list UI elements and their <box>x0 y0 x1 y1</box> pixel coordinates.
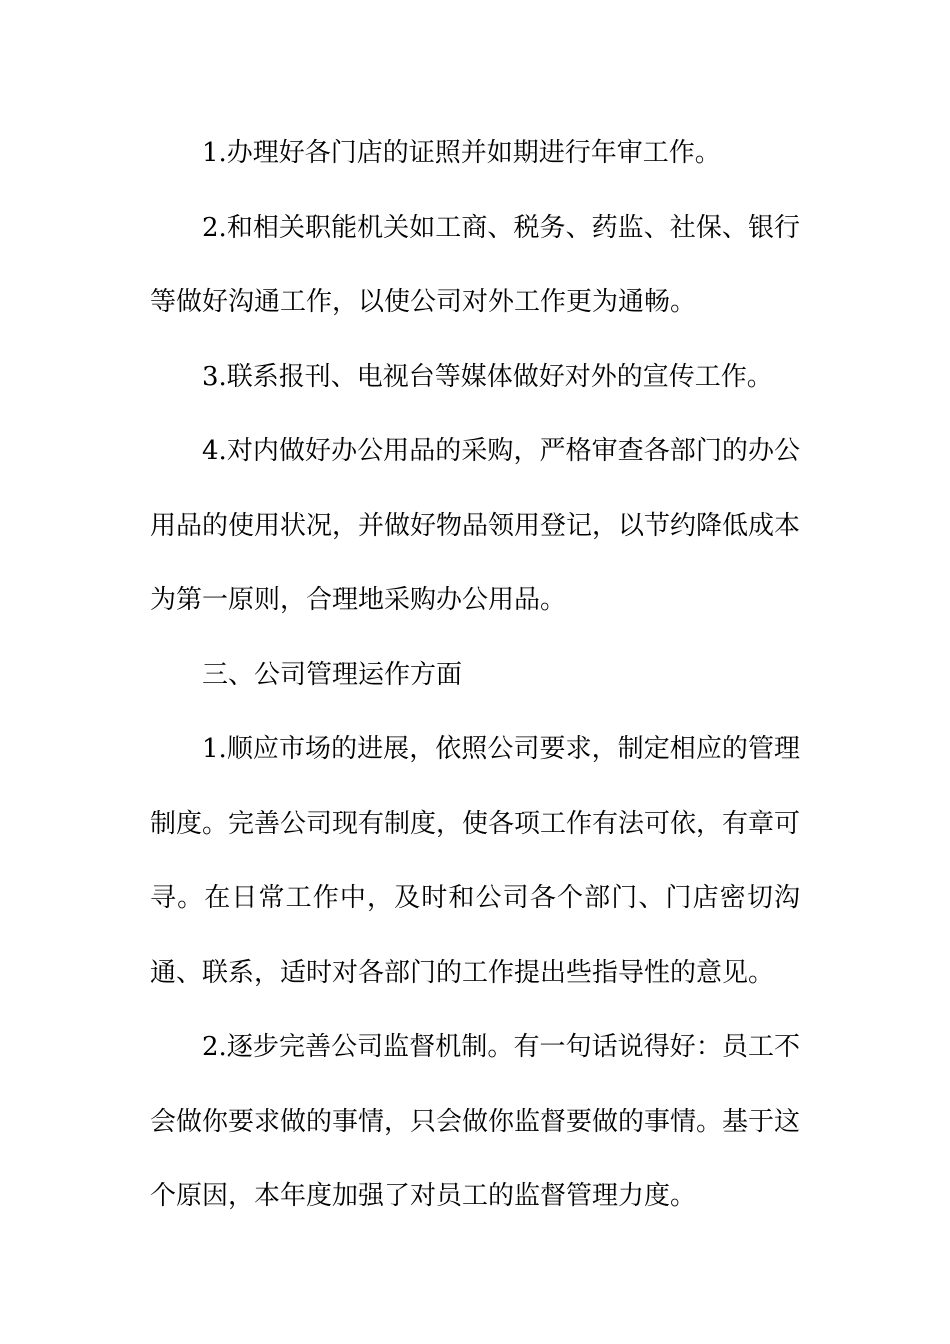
paragraph-management-system: 1.顺应市场的进展，依照公司要求，制定相应的管理制度。完善公司现有制度，使各项工作有法可依，有章可寻。在日常工作中，及时和公司各个部门、门店密切沟通、联系，适时对各部门的工作提出些指导性的意见。 <box>150 734 801 988</box>
paragraph-supervision: 2.逐步完善公司监督机制。有一句话说得好：员工不会做你要求做的事情，只会做你监督要做的事情。基于这个原因，本年度加强了对员工的监督管理力度。 <box>150 1032 801 1211</box>
paragraph-licenses: 1.办理好各门店的证照并如期进行年审工作。 <box>202 138 721 168</box>
document-body <box>150 116 800 1234</box>
paragraph-media-publicity: 3.联系报刊、电视台等媒体做好对外的宣传工作。 <box>202 361 773 392</box>
paragraph-office-supplies: 4.对内做好办公用品的采购，严格审查各部门的办公用品的使用状况，并做好物品领用登记，以节约降低成本为第一原则，合理地采购办公用品。 <box>150 436 801 615</box>
paragraph-agency-communication: 2.和相关职能机关如工商、税务、药监、社保、银行等做好沟通工作，以使公司对外工作更为通畅。 <box>150 212 800 317</box>
section-heading-management: 三、公司管理运作方面 <box>202 659 463 690</box>
